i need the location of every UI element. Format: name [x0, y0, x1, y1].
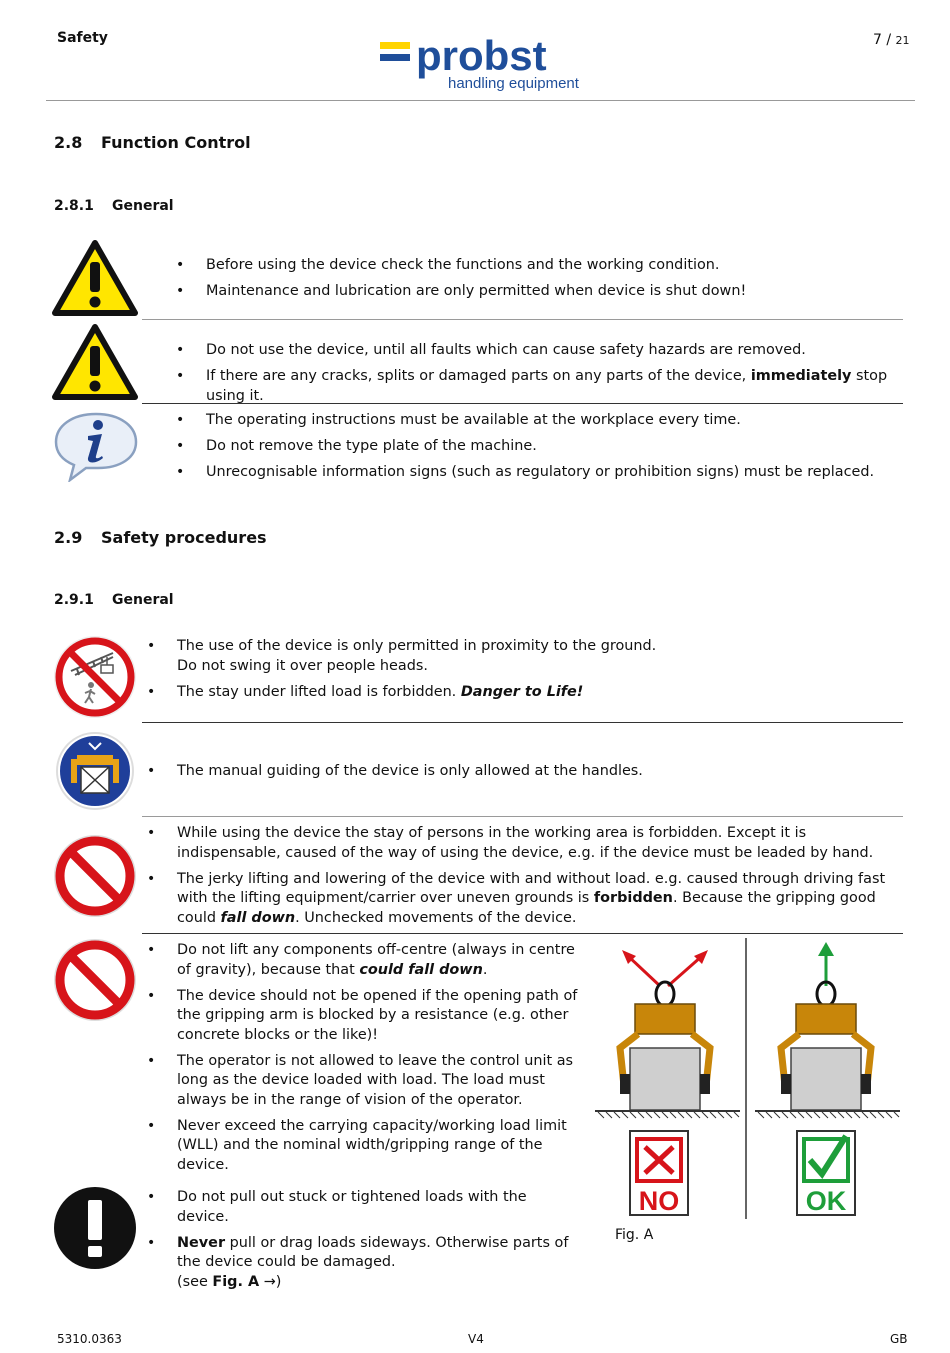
header-section-title: Safety — [57, 30, 108, 46]
item-text: Do not swing it over people heads. — [177, 657, 428, 674]
prohibition-sign-icon — [53, 834, 137, 918]
warning-triangle-icon — [52, 240, 138, 316]
list-item — [147, 637, 887, 676]
subsection-number: 2.9.1 — [54, 592, 94, 608]
subsection-number: 2.8.1 — [54, 198, 94, 214]
list-item: • While using the device the stay of persons in the working area is forbidden. Except it is indispensable, caused of the way of using the device, e.g. if the device must be leaded by hand. — [147, 824, 892, 863]
figure-caption: Fig. A — [615, 1227, 654, 1243]
item-text: ) — [275, 1273, 282, 1290]
list-item — [147, 683, 887, 703]
section-title: Safety procedures — [101, 528, 267, 547]
page-current: 7 — [873, 32, 882, 48]
safety-procedures-list-3 — [147, 824, 892, 935]
ok-label: OK — [805, 1186, 847, 1216]
footer-version: V4 — [468, 1332, 484, 1346]
svg-text:probst: probst — [416, 36, 547, 79]
footer-language: GB — [890, 1332, 908, 1346]
subsection-title: General — [112, 592, 174, 608]
list-item — [147, 870, 892, 929]
item-text: . Unchecked movements of the device. — [295, 909, 577, 926]
page-total: 21 — [895, 34, 910, 47]
safety-procedures-list-1 — [147, 637, 887, 709]
item-text: If there are any cracks, splits or damaged parts on any parts of the device, — [206, 368, 751, 384]
safety-procedures-list-2 — [147, 762, 887, 788]
list-item: • Maintenance and lubrication are only permitted when device is shut down! — [176, 282, 896, 302]
function-control-list-3 — [176, 411, 896, 489]
centred-lift-correct — [755, 942, 900, 1216]
use-handles-mandatory-icon — [55, 731, 135, 811]
item-emphasis: immediately — [750, 368, 852, 384]
general-mandatory-exclamation-icon — [53, 1186, 137, 1270]
item-emphasis: forbidden — [593, 890, 673, 906]
header-rule — [46, 100, 915, 101]
svg-text:handling equipment: handling equipment — [448, 75, 579, 92]
probst-logo — [378, 36, 598, 96]
list-item — [176, 367, 906, 406]
footer-doc-number: 5310.0363 — [57, 1332, 122, 1346]
item-text: stop using it. — [206, 368, 888, 404]
list-item — [147, 1234, 579, 1293]
section-heading-2-9 — [54, 528, 267, 547]
information-bubble-icon — [52, 410, 140, 482]
page-separator: / — [881, 32, 896, 48]
list-item: • Do not pull out stuck or tightened loads with the device. — [147, 1188, 579, 1227]
list-item: • Never exceed the carrying capacity/working load limit (WLL) and the nominal width/gripping range of the device. — [147, 1117, 579, 1176]
separator — [142, 722, 903, 723]
figure-a-illustration — [590, 936, 905, 1221]
function-control-list-2 — [176, 341, 906, 413]
section-heading-2-8 — [54, 133, 251, 152]
danger-to-life-emphasis: Danger to Life! — [460, 683, 584, 700]
list-item: • The manual guiding of the device is only allowed at the handles. — [147, 762, 887, 782]
subsection-heading-2-9-1 — [54, 592, 174, 608]
function-control-list-1 — [176, 256, 896, 308]
safety-procedures-list-5 — [147, 1188, 579, 1299]
no-label: NO — [638, 1186, 680, 1216]
off-centre-lift-wrong — [595, 950, 740, 1216]
safety-procedures-list-4 — [147, 941, 579, 1182]
item-text: The jerky lifting and lowering of the device with and without load. e.g. caused through driving fast with the lifting equipment/carrier over uneven grounds is — [177, 870, 886, 906]
list-item: • The operating instructions must be available at the workplace every time. — [176, 411, 896, 431]
item-text: Do not lift any components off-centre (always in centre of gravity), because that — [177, 942, 575, 978]
item-emphasis: could fall down — [359, 961, 483, 978]
item-text: . — [482, 961, 488, 978]
no-standing-under-load-icon — [53, 635, 137, 719]
list-item — [147, 941, 579, 980]
item-text: The stay under lifted load is forbidden. — [177, 683, 461, 700]
list-item: • Unrecognisable information signs (such as regulatory or prohibition signs) must be replaced. — [176, 463, 896, 483]
list-item: • The device should not be opened if the opening path of the gripping arm is blocked by a resistance (e.g. other concrete blocks or the like)! — [147, 987, 579, 1046]
subsection-title: General — [112, 198, 174, 214]
arrow-right-icon: → — [259, 1273, 276, 1290]
section-title: Function Control — [101, 133, 251, 152]
item-text: pull or drag loads sideways. Otherwise parts of the device could be damaged. — [177, 1234, 569, 1270]
item-emphasis: fall down — [220, 909, 296, 926]
list-item: • The operator is not allowed to leave the control unit as long as the device loaded with load. The load must always be in the range of vision of the operator. — [147, 1052, 579, 1111]
page-number — [873, 32, 910, 48]
list-item: • Do not remove the type plate of the machine. — [176, 437, 896, 457]
item-text: (see — [177, 1273, 213, 1290]
separator — [142, 319, 903, 320]
list-item: • Before using the device check the functions and the working condition. — [176, 256, 896, 276]
warning-triangle-icon — [52, 324, 138, 400]
prohibition-sign-icon — [53, 938, 137, 1022]
section-number: 2.9 — [54, 528, 83, 547]
separator — [142, 933, 903, 934]
separator — [142, 403, 903, 404]
item-text: . Because the gripping good could — [177, 890, 876, 926]
section-number: 2.8 — [54, 133, 83, 152]
item-text: The use of the device is only permitted in proximity to the ground. — [177, 638, 657, 654]
subsection-heading-2-8-1 — [54, 198, 174, 214]
item-emphasis: Never — [177, 1234, 226, 1251]
list-item: • Do not use the device, until all faults which can cause safety hazards are removed. — [176, 341, 906, 361]
separator — [142, 816, 903, 817]
figure-reference: Fig. A — [212, 1273, 260, 1290]
